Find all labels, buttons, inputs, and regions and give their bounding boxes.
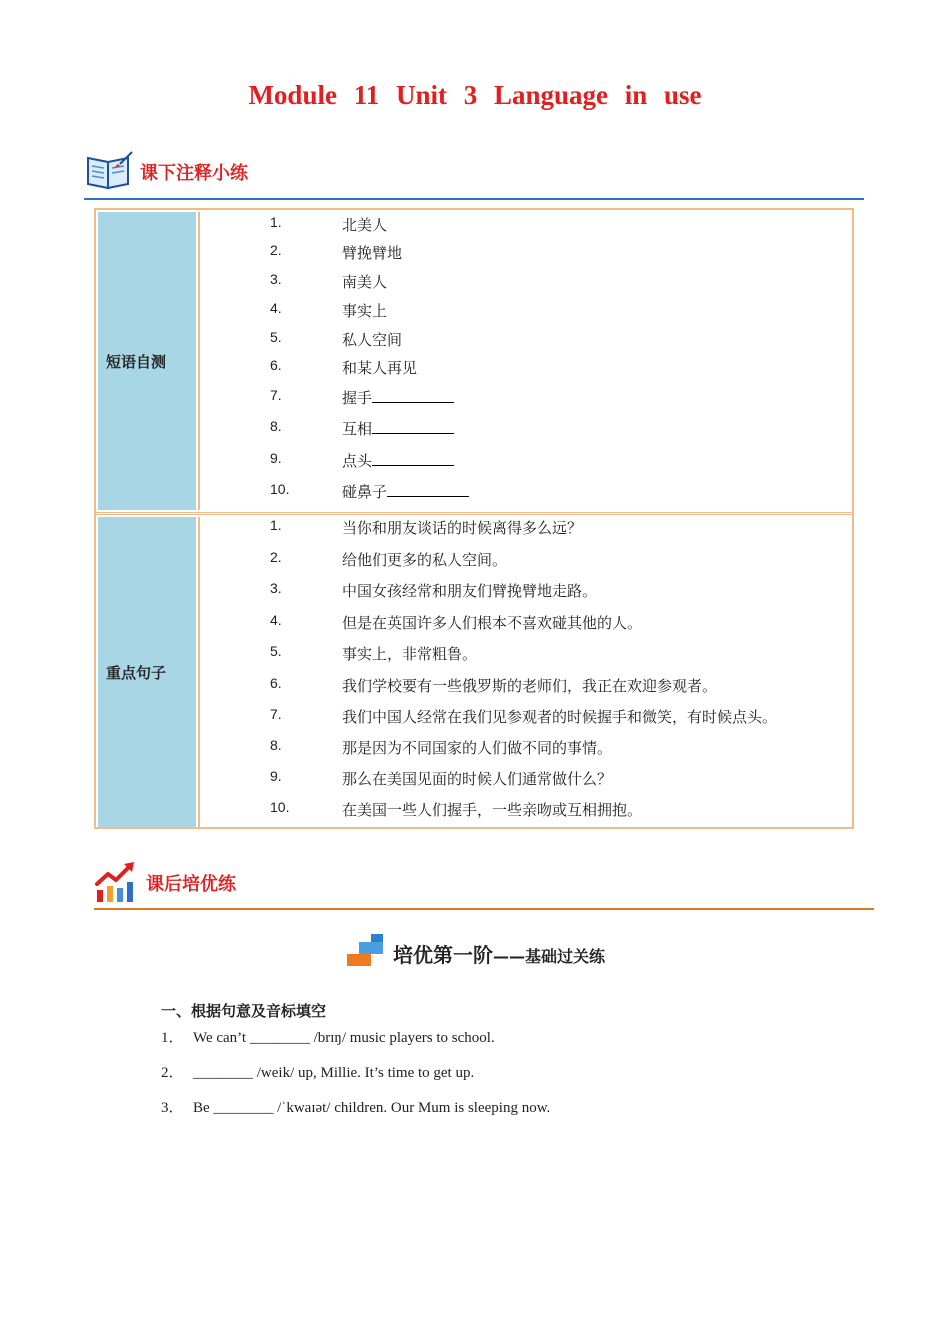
list-item <box>96 580 852 604</box>
section-divider <box>94 908 874 910</box>
item-number: 2. <box>270 242 282 258</box>
phrase-row <box>96 210 852 512</box>
item-text: 事实上，非常粗鲁。 <box>342 645 478 663</box>
item-number: 9. <box>270 450 282 466</box>
item-text: 那是因为不同国家的人们做不同的事情。 <box>342 739 613 757</box>
item-number: 6. <box>270 675 282 691</box>
open-book-icon <box>84 150 134 194</box>
section-title: 课下注释小练 <box>140 163 248 184</box>
question-text: Be ________ /ˈkwaɪət/ children. Our Mum is sleeping now. <box>193 1100 551 1116</box>
page-title: Module 11 Unit 3 Language in use <box>248 80 702 110</box>
item-number: 6. <box>270 357 282 373</box>
item-text: 在美国一些人们握手，一些亲吻或互相拥抱。 <box>342 801 643 819</box>
question-item <box>161 1026 495 1047</box>
section-title: 课后培优练 <box>146 874 236 895</box>
question-item <box>161 1096 550 1117</box>
list-item <box>96 643 852 667</box>
answer-blank[interactable] <box>372 419 454 434</box>
list-item <box>96 329 852 353</box>
item-text: 但是在英国许多人们根本不喜欢碰其他的人。 <box>342 614 643 632</box>
item-number: 9. <box>270 768 282 784</box>
item-number: 7. <box>270 387 282 403</box>
stairs-icon <box>345 934 387 972</box>
item-text: 当你和朋友谈话的时候离得多么远？ <box>342 519 583 537</box>
item-number: 4. <box>270 612 282 628</box>
question-text: We can’t ________ /brɪŋ/ music players to school. <box>193 1030 495 1046</box>
item-number: 10. <box>270 481 290 497</box>
list-item <box>96 300 852 324</box>
question-number: 3． <box>161 1100 184 1116</box>
growth-chart-icon <box>94 858 140 908</box>
item-number: 5. <box>270 329 282 345</box>
answer-blank[interactable] <box>372 451 454 466</box>
item-number: 3. <box>270 580 282 596</box>
answer-blank[interactable] <box>387 482 469 497</box>
list-item <box>96 481 852 505</box>
list-item <box>96 214 852 238</box>
row-label: 重点句子 <box>106 664 167 682</box>
question-item <box>161 1061 474 1082</box>
list-item <box>96 612 852 636</box>
item-number: 1. <box>270 517 282 533</box>
list-item <box>96 357 852 381</box>
item-text: 事实上 <box>342 302 388 320</box>
review-table <box>94 208 854 829</box>
item-text: 和某人再见 <box>342 359 418 377</box>
item-number: 3. <box>270 271 282 287</box>
stage-subtitle: ——基础过关练 <box>492 946 605 966</box>
item-text: 南美人 <box>342 273 388 291</box>
section-divider <box>84 198 864 200</box>
list-item <box>96 450 852 474</box>
item-text: 给他们更多的私人空间。 <box>342 551 508 569</box>
item-text: 北美人 <box>342 216 388 234</box>
item-text: 我们中国人经常在我们见参观者的时候握手和微笑，有时候点头。 <box>342 708 778 726</box>
list-item <box>96 271 852 295</box>
question-text: ________ /weik/ up, Millie. It’s time to get up. <box>193 1065 475 1081</box>
list-item <box>96 418 852 442</box>
item-text: 那么在美国见面的时候人们通常做什么？ <box>342 770 613 788</box>
question-number: 2． <box>161 1065 184 1081</box>
list-item <box>96 799 852 823</box>
row-label: 短语自测 <box>106 352 167 371</box>
item-text: 我们学校要有一些俄罗斯的老师们，我正在欢迎参观者。 <box>342 677 718 695</box>
list-item <box>96 706 852 730</box>
list-item <box>96 242 852 266</box>
question-number: 1． <box>161 1030 184 1046</box>
exercise-title: 一、根据句意及音标填空 <box>161 1002 327 1020</box>
stage-title: 培优第一阶 <box>392 942 493 967</box>
list-item <box>96 549 852 573</box>
item-number: 8. <box>270 737 282 753</box>
item-text: 握手 <box>342 389 373 407</box>
item-number: 5. <box>270 643 282 659</box>
section-header-notes <box>84 150 248 194</box>
item-number: 7. <box>270 706 282 722</box>
item-number: 1. <box>270 214 282 230</box>
item-number: 4. <box>270 300 282 316</box>
item-number: 2. <box>270 549 282 565</box>
list-item <box>96 768 852 792</box>
list-item <box>96 675 852 699</box>
item-text: 臂挽臂地 <box>342 244 403 262</box>
item-text: 私人空间 <box>342 331 403 349</box>
item-number: 8. <box>270 418 282 434</box>
sentence-row <box>96 512 852 830</box>
list-item <box>96 737 852 761</box>
item-text: 点头 <box>342 452 373 470</box>
answer-blank[interactable] <box>372 388 454 403</box>
list-item <box>96 387 852 411</box>
section-header-practice <box>94 858 236 908</box>
stage-heading <box>0 934 950 972</box>
item-number: 10. <box>270 799 290 815</box>
item-text: 中国女孩经常和朋友们臂挽臂地走路。 <box>342 582 598 600</box>
item-text: 碰鼻子 <box>342 483 388 501</box>
list-item <box>96 517 852 541</box>
item-text: 互相 <box>342 420 373 438</box>
